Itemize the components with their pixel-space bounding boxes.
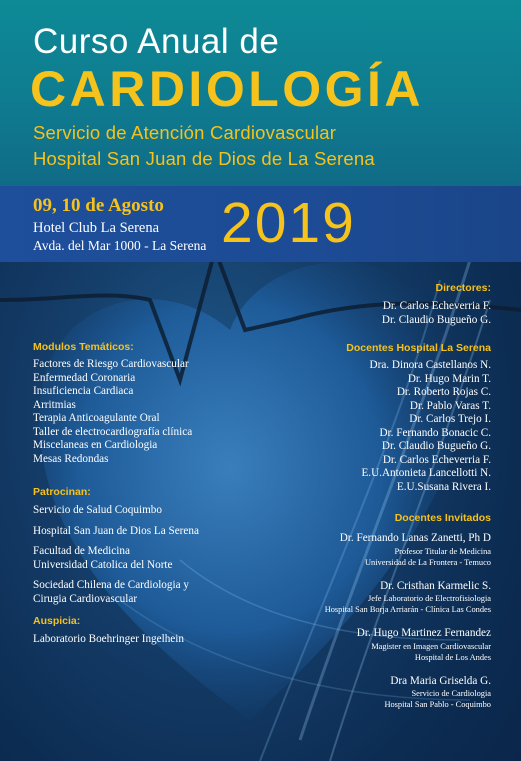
list-item: Mesas Redondas bbox=[33, 452, 109, 465]
directores-section bbox=[382, 282, 491, 327]
auspicia-heading: Auspicia: bbox=[33, 615, 81, 627]
event-dates: 09, 10 de Agosto bbox=[33, 195, 164, 216]
list-item: Taller de electrocardiografía clínica bbox=[33, 425, 193, 438]
invitado-entry bbox=[325, 532, 491, 568]
list-item: Terapia Anticoagulante Oral bbox=[33, 412, 160, 424]
organizer-service: Servicio de Atención Cardiovascular bbox=[33, 122, 337, 143]
invitado-entry bbox=[325, 675, 491, 711]
docentes-hospital-heading: Docentes Hospital La Serena bbox=[346, 342, 491, 354]
list-item: Servicio de Salud Coquimbo bbox=[33, 504, 162, 516]
directores-heading: Directores: bbox=[435, 282, 491, 294]
invitado-institution: Universidad de La Frontera - Temuco bbox=[364, 557, 491, 567]
docentes-invitados-heading: Docentes Invitados bbox=[394, 512, 491, 524]
invitado-entry bbox=[325, 580, 491, 616]
directores-list bbox=[382, 300, 491, 327]
list-item: Dr. Carlos Echeverria F. bbox=[382, 300, 491, 312]
organizer-hospital: Hospital San Juan de Dios de La Serena bbox=[33, 148, 375, 169]
patrocinan-heading: Patrocinan: bbox=[33, 486, 91, 498]
course-title-main: CARDIOLOGÍA bbox=[30, 61, 425, 117]
invitado-name: Dra Maria Griselda G. bbox=[390, 674, 491, 687]
patrocinan-list bbox=[33, 504, 199, 606]
modulos-heading: Modulos Temáticos: bbox=[33, 341, 134, 353]
list-item: Facultad de Medicina bbox=[33, 545, 130, 557]
patrocinan-section bbox=[33, 486, 199, 606]
invitado-name: Dr. Cristhan Karmelic S. bbox=[380, 579, 491, 592]
list-item: Factores de Riesgo Cardiovascular bbox=[33, 358, 189, 370]
list-item: Laboratorio Boehringer Ingelhein bbox=[33, 633, 184, 645]
invitado-institution: Hospital San Borja Arriarán - Clínica Las Condes bbox=[324, 605, 491, 614]
list-item: Hospital San Juan de Dios La Serena bbox=[33, 524, 199, 537]
invitado-name: Dr. Hugo Martinez Fernandez bbox=[356, 627, 491, 639]
event-year: 2019 bbox=[221, 191, 356, 255]
event-venue: Hotel Club La Serena bbox=[33, 220, 160, 236]
docentes-invitados-section bbox=[325, 512, 491, 710]
list-item: Arritmias bbox=[33, 398, 76, 411]
list-item: E.U.Antonieta Lancellotti N. bbox=[361, 467, 491, 479]
invitado-role: Servicio de Cardiologia bbox=[411, 689, 491, 698]
invitado-institution: Hospital de Los Andes bbox=[414, 652, 491, 662]
auspicia-section bbox=[33, 615, 184, 647]
auspicia-list bbox=[33, 633, 184, 647]
modulos-section bbox=[33, 341, 192, 466]
docentes-hospital-list bbox=[346, 359, 491, 494]
invitado-name: Dr. Fernando Lanas Zanetti, Ph D bbox=[339, 532, 491, 544]
invitado-institution: Hospital San Pablo - Coquimbo bbox=[384, 700, 491, 709]
list-item: Dr. Claudio Bugueño G. bbox=[381, 313, 491, 326]
list-item: Dr. Fernando Bonacic C. bbox=[379, 426, 491, 439]
list-item: Enfermedad Coronaria bbox=[33, 371, 136, 384]
list-item: Insuficiencia Cardiaca bbox=[33, 385, 134, 397]
invitado-role: Profesor Titular de Medicina bbox=[394, 546, 491, 556]
course-title-line1: Curso Anual de bbox=[33, 22, 280, 61]
list-item: Dr. Roberto Rojas C. bbox=[396, 386, 491, 398]
list-item: Miscelaneas en Cardiologia bbox=[33, 439, 158, 451]
list-item: Universidad Catolica del Norte bbox=[33, 558, 173, 571]
invitado-role: Jefe Laboratorio de Electrofisiologia bbox=[367, 594, 491, 603]
list-item: Cirugia Cardiovascular bbox=[33, 592, 138, 605]
list-item: Dr. Hugo Marin T. bbox=[407, 372, 491, 385]
event-address: Avda. del Mar 1000 - La Serena bbox=[33, 238, 207, 253]
invitado-entry bbox=[325, 627, 491, 663]
docentes-hospital-section bbox=[346, 342, 491, 494]
list-item: Dr. Carlos Echeverria F. bbox=[382, 453, 491, 466]
list-item: E.U.Susana Rivera I. bbox=[396, 480, 491, 493]
invitado-role: Magister en Imagen Cardiovascular bbox=[371, 641, 491, 651]
list-item: Dr. Claudio Bugueño G. bbox=[381, 440, 491, 452]
modulos-list bbox=[33, 358, 192, 466]
list-item: Dr. Pablo Varas T. bbox=[409, 399, 491, 412]
list-item: Dra. Dinora Castellanos N. bbox=[369, 359, 491, 371]
list-item: Dr. Carlos Trejo I. bbox=[409, 413, 491, 425]
list-item: Sociedad Chilena de Cardiologia y bbox=[33, 579, 189, 591]
